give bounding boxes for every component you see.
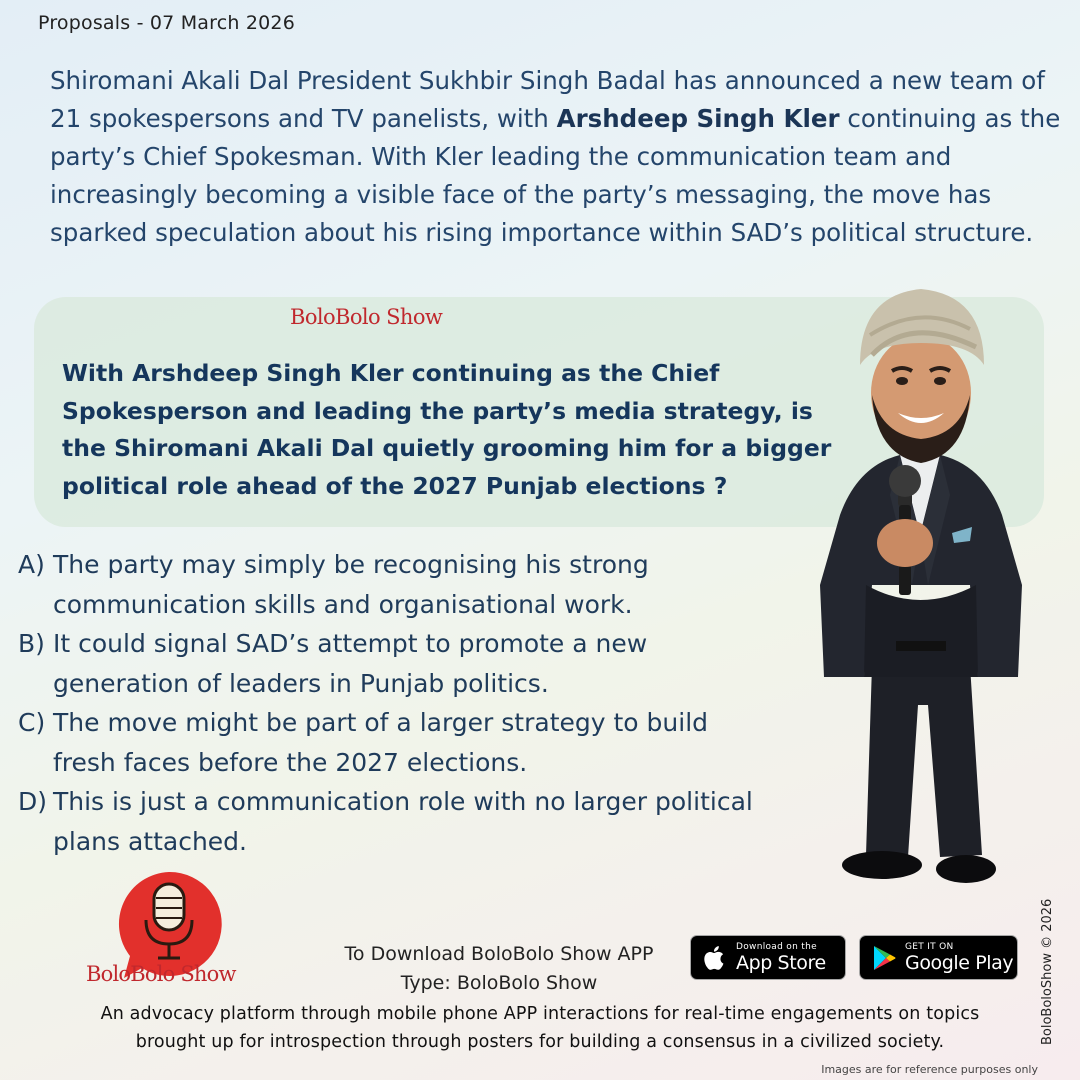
intro-highlight-name: Arshdeep Singh Kler (556, 104, 840, 133)
footer-logo-text: BoloBolo Show (86, 962, 236, 986)
google-play-badge[interactable]: GET IT ON Google Play (859, 935, 1018, 980)
copyright-notice: BoloBoloShow © 2026 (1040, 898, 1055, 1045)
poll-option-b[interactable]: B) It could signal SAD’s attempt to promote a new generation of leaders in Punjab politics. (18, 629, 648, 698)
caricature-illustration (800, 285, 1040, 905)
poll-option-d[interactable]: D) This is just a communication role with no larger political plans attached. (18, 787, 753, 856)
apple-icon (700, 943, 730, 973)
intro-paragraph: Shiromani Akali Dal President Sukhbir Singh Badal has announced a new team of 21 spokespersons and TV panelists, with Arshdeep Singh Kler continuing as the party’s Chief Spokesman. With Kler leading the communication team and increasingly becoming a visible face of the party’s messaging, the move has sparked speculation about his rising importance within SAD’s political structure. (50, 66, 1061, 247)
poll-option-c[interactable]: C) The move might be part of a larger strategy to build fresh faces before the 2027 elections. (18, 708, 709, 777)
download-instructions: To Download BoloBolo Show APP Type: BoloBolo Show (344, 943, 654, 994)
card-brand-label: BoloBolo Show (290, 305, 443, 329)
image-disclaimer: Images are for reference purposes only (821, 1063, 1038, 1076)
footer-tagline: An advocacy platform through mobile phone APP interactions for real-time engagements on topics brought up for introspection through posters for building a consensus in a civilized society. (100, 1004, 980, 1052)
poll-options (18, 545, 778, 861)
poll-option-a[interactable]: A) The party may simply be recognising his strong communication skills and organisational work. (18, 550, 649, 619)
google-play-icon (869, 943, 899, 973)
poll-question: With Arshdeep Singh Kler continuing as the Chief Spokesperson and leading the party’s media strategy, is the Shiromani Akali Dal quietly grooming him for a bigger political role ahead of the 2027 Punjab elections ? (62, 359, 832, 500)
post-date: Proposals - 07 March 2026 (38, 12, 296, 34)
app-store-badge[interactable]: Download on the App Store (690, 935, 846, 980)
